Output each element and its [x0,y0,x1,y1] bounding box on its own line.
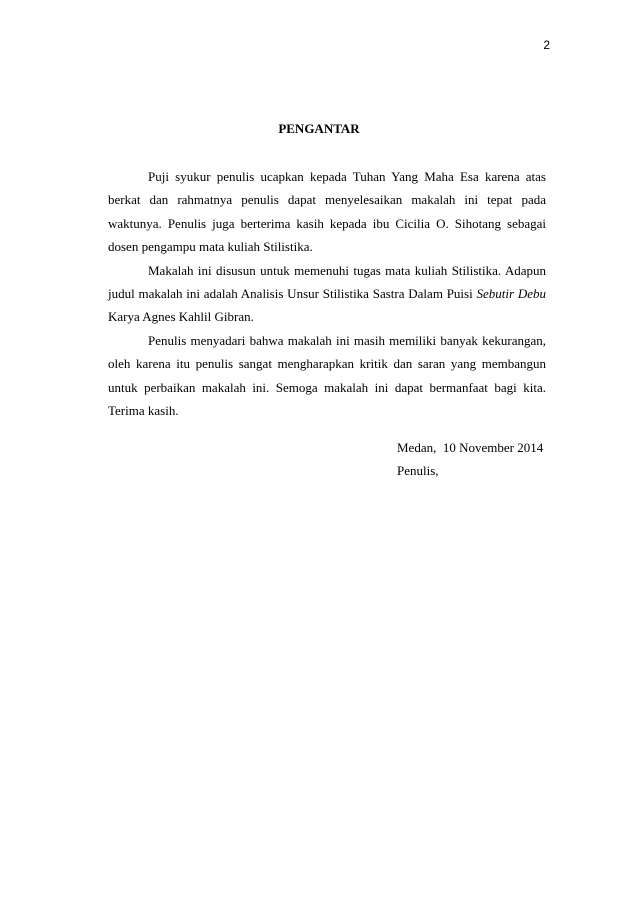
page-title: PENGANTAR [278,121,360,136]
preface-body [108,165,546,422]
paragraph-purpose-text: Makalah ini disusun untuk memenuhi tugas mata kuliah Stilistika. Adapun judul makalah ini adalah Analisis Unsur Stilistika Sastra Dalam Puisi [108,262,546,302]
signature-block [397,436,543,483]
paragraph-closing: Penulis menyadari bahwa makalah ini masih memiliki banyak kekurangan, oleh karena itu penulis sangat mengharapkan kritik dan saran yang membangun untuk perbaikan makalah ini. Semoga makalah ini dapat bermanfaat bagi kita. Terima kasih. [108,332,546,419]
paragraph-purpose [108,259,546,329]
paragraph-purpose-author: Karya Agnes Kahlil Gibran. [108,309,254,325]
poem-title: Sebutir Debu [476,286,546,302]
page-number: 2 [543,38,550,52]
place-date: Medan, 10 November 2014 [397,440,544,455]
paragraph-intro: Puji syukur penulis ucapkan kepada Tuhan Yang Maha Esa karena atas berkat dan rahmatnya penulis dapat menyelesaikan makalah ini tepat pada waktunya. Penulis juga berterima kasih kepada ibu Cicilia O. Sihotang sebagai dosen pengampu mata kuliah Stilistika. [108,169,546,255]
author-signature: Penulis, [397,463,439,479]
